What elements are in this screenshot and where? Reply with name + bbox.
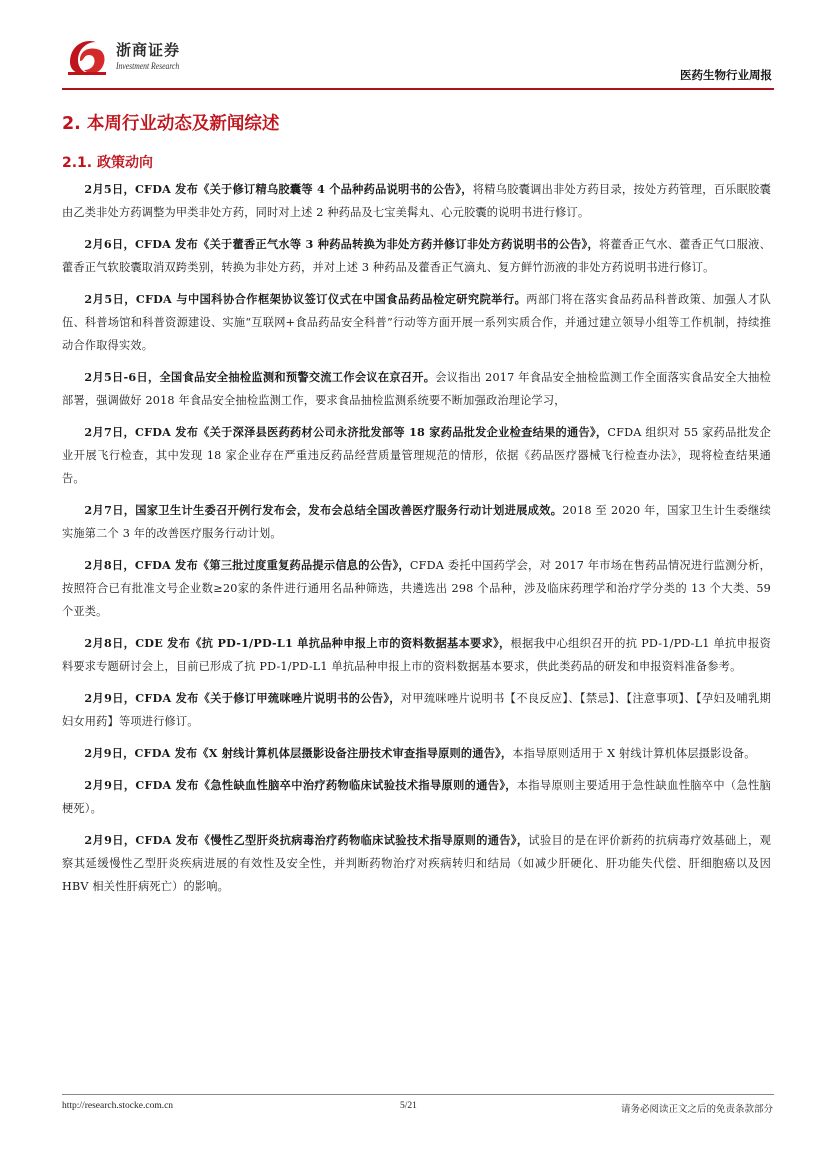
- news-item-lead: 2月8日，CFDA 发布《第三批过度重复药品提示信息的公告》，: [84, 558, 410, 572]
- zheshang-logo-icon: [62, 34, 112, 80]
- news-item-lead: 2月9日，CFDA 发布《急性缺血性脑卒中治疗药物临床试验技术指导原则的通告》，: [84, 778, 517, 792]
- news-item-body: 本指导原则适用于 X 射线计算机体层摄影设备。: [512, 747, 756, 760]
- footer-url-link[interactable]: http://research.stocke.com.cn: [62, 1101, 174, 1111]
- logo-english-name: Investment Research: [116, 61, 180, 71]
- news-item-body: 2018 至 2020 年，国家卫生计生委继续实施第二个 3 年的改善医疗服务行动计划。: [62, 504, 771, 540]
- news-item-body: CFDA 组织对 55 家药品批发企业开展飞行检查，其中发现 18 家企业存在严重违反药品经营质量管理规范的情形，依据《药品医疗器械飞行检查办法》，现将检查结果通告。: [62, 426, 771, 485]
- news-item-lead: 2月9日，CFDA 发布《慢性乙型肝炎抗病毒治疗药物临床试验技术指导原则的通告》，: [84, 833, 529, 847]
- news-item-lead: 2月5日，CFDA 与中国科协合作框架协议签订仪式在中国食品药品检定研究院举行。: [84, 292, 527, 306]
- news-item-body: 会议指出 2017 年食品安全抽检监测工作全面落实食品安全大抽检部署，强调做好 2018 年食品安全抽检监测工作，要求食品抽检监测系统要不断加强政治理论学习，: [62, 371, 771, 407]
- news-item: [62, 632, 771, 678]
- report-type-label: 医药生物行业周报: [680, 68, 772, 82]
- news-item: [62, 499, 771, 545]
- news-item-lead: 2月7日，CFDA 发布《关于深泽县医药药材公司永济批发部等 18 家药品批发企业检查结果的通告》，: [84, 425, 608, 439]
- header-divider: [62, 88, 774, 90]
- news-item: [62, 774, 771, 820]
- news-item-body: CFDA 委托中国药学会，对 2017 年市场在售药品情况进行监测分析，按照符合已有批准文号企业数≥20家的条件进行通用名品种筛选，共遴选出 298 个品种，涉及临床药理学和治疗学分类的 13 个大类、59 个亚类。: [62, 559, 771, 618]
- news-item-body: 根据我中心组织召开的抗 PD-1/PD-L1 单抗申报资料要求专题研讨会上，目前已形成了抗 PD-1/PD-L1 单抗品种申报上市的资料数据基本要求，供此类药品的研发和申报资料准备参考。: [62, 637, 771, 673]
- news-item-body: 试验目的是在评价新药的抗病毒疗效基础上，观察其延缓慢性乙型肝炎疾病进展的有效性及安全性，并判断药物治疗对疾病转归和结局（如减少肝硬化、肝功能失代偿、肝细胞癌以及因 HBV 相关性肝病死亡）的影响。: [62, 834, 771, 893]
- news-item-body: 将藿香正气水、藿香正气口服液、藿香正气软胶囊取消双跨类别，转换为非处方药，并对上述 3 种药品及藿香正气滴丸、复方鲜竹沥液的非处方药说明书进行修订。: [62, 238, 771, 274]
- news-item: [62, 829, 771, 898]
- section-title: 2. 本周行业动态及新闻综述: [62, 114, 280, 134]
- news-item-body: 将精乌胶囊调出非处方药目录，按处方药管理，百乐眠胶囊由乙类非处方药调整为甲类非处方药，同时对上述 2 种药品及七宝美髯丸、心元胶囊的说明书进行修订。: [62, 183, 771, 219]
- news-item: [62, 288, 771, 357]
- news-list: [62, 178, 771, 907]
- news-item: [62, 687, 771, 733]
- news-item: [62, 421, 771, 490]
- news-item-lead: 2月5日-6日，全国食品安全抽检监测和预警交流工作会议在京召开。: [84, 370, 436, 384]
- section-subtitle: 2.1. 政策动向: [62, 155, 153, 171]
- news-item-lead: 2月7日，国家卫生计生委召开例行发布会，发布会总结全国改善医疗服务行动计划进展成效。: [84, 503, 563, 517]
- news-item-lead: 2月8日，CDE 发布《抗 PD-1/PD-L1 单抗品种申报上市的资料数据基本要求》，: [84, 636, 511, 650]
- footer-disclaimer: 请务必阅读正文之后的免责条款部分: [620, 1104, 773, 1115]
- page-header: [62, 34, 774, 88]
- news-item-body: 本指导原则主要适用于急性缺血性脑卒中（急性脑梗死）。: [62, 779, 771, 815]
- news-item-lead: 2月6日，CFDA 发布《关于藿香正气水等 3 种药品转换为非处方药并修订非处方药说明书的公告》，: [84, 237, 599, 251]
- news-item-lead: 2月5日，CFDA 发布《关于修订精乌胶囊等 4 个品种药品说明书的公告》，: [84, 182, 473, 196]
- news-item-body: 两部门将在落实食品药品科普政策、加强人才队伍、科普场馆和科普资源建设、实施“互联网+食品药品安全科普”行动等方面开展一系列实质合作，并通过建立领导小组等工作机制，持续推动合作取得实效。: [62, 293, 771, 352]
- news-item: [62, 178, 771, 224]
- news-item-lead: 2月9日，CFDA 发布《关于修订甲巯咪唑片说明书的公告》，: [84, 691, 401, 705]
- news-item-lead: 2月9日，CFDA 发布《X 射线计算机体层摄影设备注册技术审查指导原则的通告》，: [84, 746, 513, 760]
- logo-chinese-name: 浙商证券: [116, 41, 181, 59]
- news-item: [62, 742, 771, 765]
- news-item-body: 对甲巯咪唑片说明书【不良反应】、【禁忌】、【注意事项】、【孕妇及哺乳期妇女用药】等项进行修订。: [62, 692, 772, 728]
- news-item: [62, 554, 771, 623]
- page-number: 5/21: [400, 1101, 417, 1111]
- footer-divider: [62, 1094, 774, 1095]
- news-item: [62, 366, 771, 412]
- news-item: [62, 233, 771, 279]
